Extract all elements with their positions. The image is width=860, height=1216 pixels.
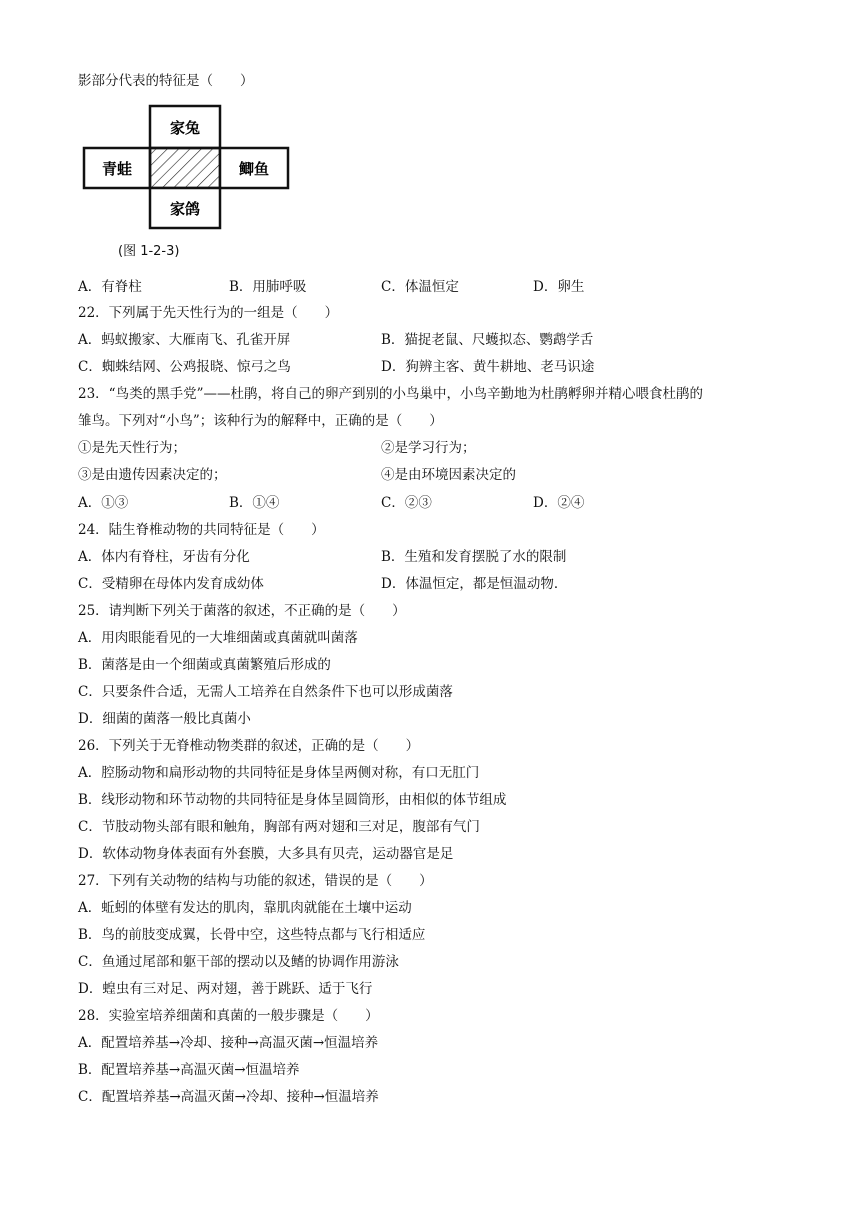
q25-option-a: A．用肉眼能看见的一大堆细菌或真菌就叫菌落 <box>78 630 358 646</box>
label-rabbit: 家兔 <box>169 119 201 137</box>
q24-stem: 24．陆生脊椎动物的共同特征是（ ） <box>78 522 325 538</box>
q25-option-b: B．菌落是由一个细菌或真菌繁殖后形成的 <box>78 657 331 673</box>
q21-stem-tail: 影部分代表的特征是（ ） <box>78 73 254 89</box>
q23-option-a: A．①③ <box>78 495 129 511</box>
q23-statement-1: ①是先天性行为； <box>78 440 186 456</box>
q26-option-d: D．软体动物身体表面有外套膜，大多具有贝壳，运动器官是足 <box>78 846 454 862</box>
label-carp: 鲫鱼 <box>238 160 270 178</box>
q22-option-b: B．猫捉老鼠、尺蠖拟态、鹦鹉学舌 <box>381 332 594 348</box>
q27-stem: 27．下列有关动物的结构与功能的叙述，错误的是（ ） <box>78 873 433 889</box>
q27-option-a: A．蚯蚓的体壁有发达的肌肉，靠肌肉就能在土壤中运动 <box>78 900 412 916</box>
q28-option-b: B．配置培养基→高温灭菌→恒温培养 <box>78 1062 300 1078</box>
q23-option-d: D．②④ <box>533 495 585 511</box>
q23-option-b: B．①④ <box>229 495 280 511</box>
q22-option-a: A．蚂蚁搬家、大雁南飞、孔雀开屏 <box>78 332 291 348</box>
q23-option-c: C．②③ <box>381 495 432 511</box>
q28-stem: 28．实验室培养细菌和真菌的一般步骤是（ ） <box>78 1008 379 1024</box>
q23-statement-2: ②是学习行为； <box>381 440 476 456</box>
q23-stem-line1: 23．“鸟类的黑手党”——杜鹃，将自己的卵产到别的小鸟巢中，小鸟辛勤地为杜鹃孵卵并精心喂食杜鹃的 <box>78 386 703 402</box>
q25-option-c: C．只要条件合适，无需人工培养在自然条件下也可以形成菌落 <box>78 684 453 700</box>
q24-option-a: A．体内有脊柱，牙齿有分化 <box>78 549 250 565</box>
q28-option-c: C．配置培养基→高温灭菌→冷却、接种→恒温培养 <box>78 1089 379 1105</box>
q22-option-c: C．蜘蛛结网、公鸡报晓、惊弓之鸟 <box>78 359 291 375</box>
q28-option-a: A．配置培养基→冷却、接种→高温灭菌→恒温培养 <box>78 1035 379 1051</box>
q21-option-a: A．有脊柱 <box>78 279 142 295</box>
q26-option-a: A．腔肠动物和扁形动物的共同特征是身体呈两侧对称，有口无肛门 <box>78 765 480 781</box>
q24-option-c: C．受精卵在母体内发育成幼体 <box>78 576 264 592</box>
q24-option-b: B．生殖和发育摆脱了水的限制 <box>381 549 567 565</box>
animal-cross-diagram <box>80 100 295 265</box>
q24-option-d: D．体温恒定，都是恒温动物． <box>381 576 568 592</box>
q23-statement-3: ③是由遗传因素决定的； <box>78 467 227 483</box>
q21-option-c: C．体温恒定 <box>381 279 459 295</box>
q26-option-b: B．线形动物和环节动物的共同特征是身体呈圆筒形，由相似的体节组成 <box>78 792 507 808</box>
label-frog: 青蛙 <box>101 160 133 178</box>
q21-option-d: D．卵生 <box>533 279 585 295</box>
label-pigeon: 家鸽 <box>169 200 201 218</box>
q23-statement-4: ④是由环境因素决定的 <box>381 467 516 483</box>
q26-option-c: C．节肢动物头部有眼和触角，胸部有两对翅和三对足，腹部有气门 <box>78 819 480 835</box>
q21-option-b: B．用肺呼吸 <box>229 279 307 295</box>
diagram-svg <box>80 100 295 265</box>
q22-stem: 22．下列属于先天性行为的一组是（ ） <box>78 305 339 321</box>
hatched-center <box>150 148 220 188</box>
q22-option-d: D．狗辨主客、黄牛耕地、老马识途 <box>381 359 595 375</box>
q27-option-d: D．蝗虫有三对足、两对翅，善于跳跃、适于飞行 <box>78 981 373 997</box>
q25-option-d: D．细菌的菌落一般比真菌小 <box>78 711 251 727</box>
q27-option-c: C．鱼通过尾部和躯干部的摆动以及鳍的协调作用游泳 <box>78 954 399 970</box>
figure-caption: (图 1-2-3) <box>118 244 180 259</box>
q27-option-b: B．鸟的前肢变成翼，长骨中空，这些特点都与飞行相适应 <box>78 927 426 943</box>
q26-stem: 26．下列关于无脊椎动物类群的叙述，正确的是（ ） <box>78 738 420 754</box>
q25-stem: 25．请判断下列关于菌落的叙述，不正确的是（ ） <box>78 603 406 619</box>
q23-stem-line2: 雏鸟。下列对“小鸟”；该种行为的解释中，正确的是（ ） <box>78 413 443 429</box>
